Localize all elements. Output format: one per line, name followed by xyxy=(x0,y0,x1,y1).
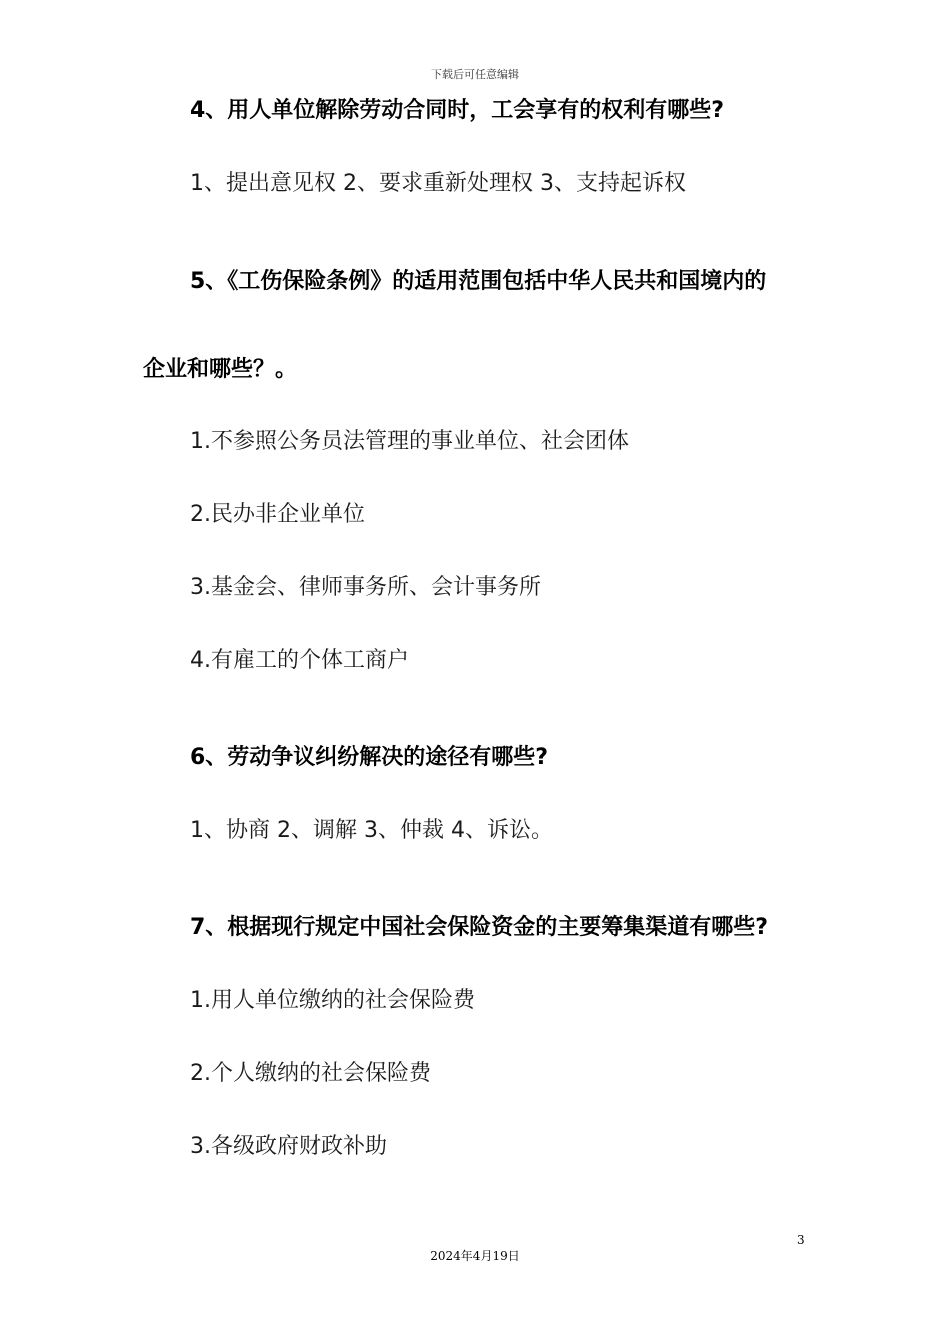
question-5-line-1: 5、《工伤保险条例》的适用范围包括中华人民共和国境内的 xyxy=(190,269,767,294)
answer-7-item-1: 1.用人单位缴纳的社会保险费 xyxy=(190,988,475,1013)
answer-5-item-1: 1.不参照公务员法管理的事业单位、社会团体 xyxy=(190,429,629,454)
answer-4: 1、提出意见权 2、要求重新处理权 3、支持起诉权 xyxy=(190,171,686,196)
question-6: 6、劳动争议纠纷解决的途径有哪些? xyxy=(190,745,549,770)
answer-5-item-2: 2.民办非企业单位 xyxy=(190,502,365,527)
footer-date: 2024年4月19日 xyxy=(430,1249,520,1263)
question-5-line-2: 企业和哪些？。 xyxy=(143,357,298,382)
answer-7-item-3: 3.各级政府财政补助 xyxy=(190,1134,387,1159)
header-note: 下载后可任意编辑 xyxy=(431,68,519,81)
answer-5-item-4: 4.有雇工的个体工商户 xyxy=(190,648,409,673)
answer-6: 1、协商 2、调解 3、仲裁 4、诉讼。 xyxy=(190,818,553,843)
answer-7-item-2: 2.个人缴纳的社会保险费 xyxy=(190,1061,431,1086)
page-number: 3 xyxy=(797,1233,805,1247)
answer-5-item-3: 3.基金会、律师事务所、会计事务所 xyxy=(190,575,541,600)
question-4: 4、用人单位解除劳动合同时，工会享有的权利有哪些? xyxy=(190,98,725,123)
question-7: 7、根据现行规定中国社会保险资金的主要筹集渠道有哪些? xyxy=(190,915,769,940)
